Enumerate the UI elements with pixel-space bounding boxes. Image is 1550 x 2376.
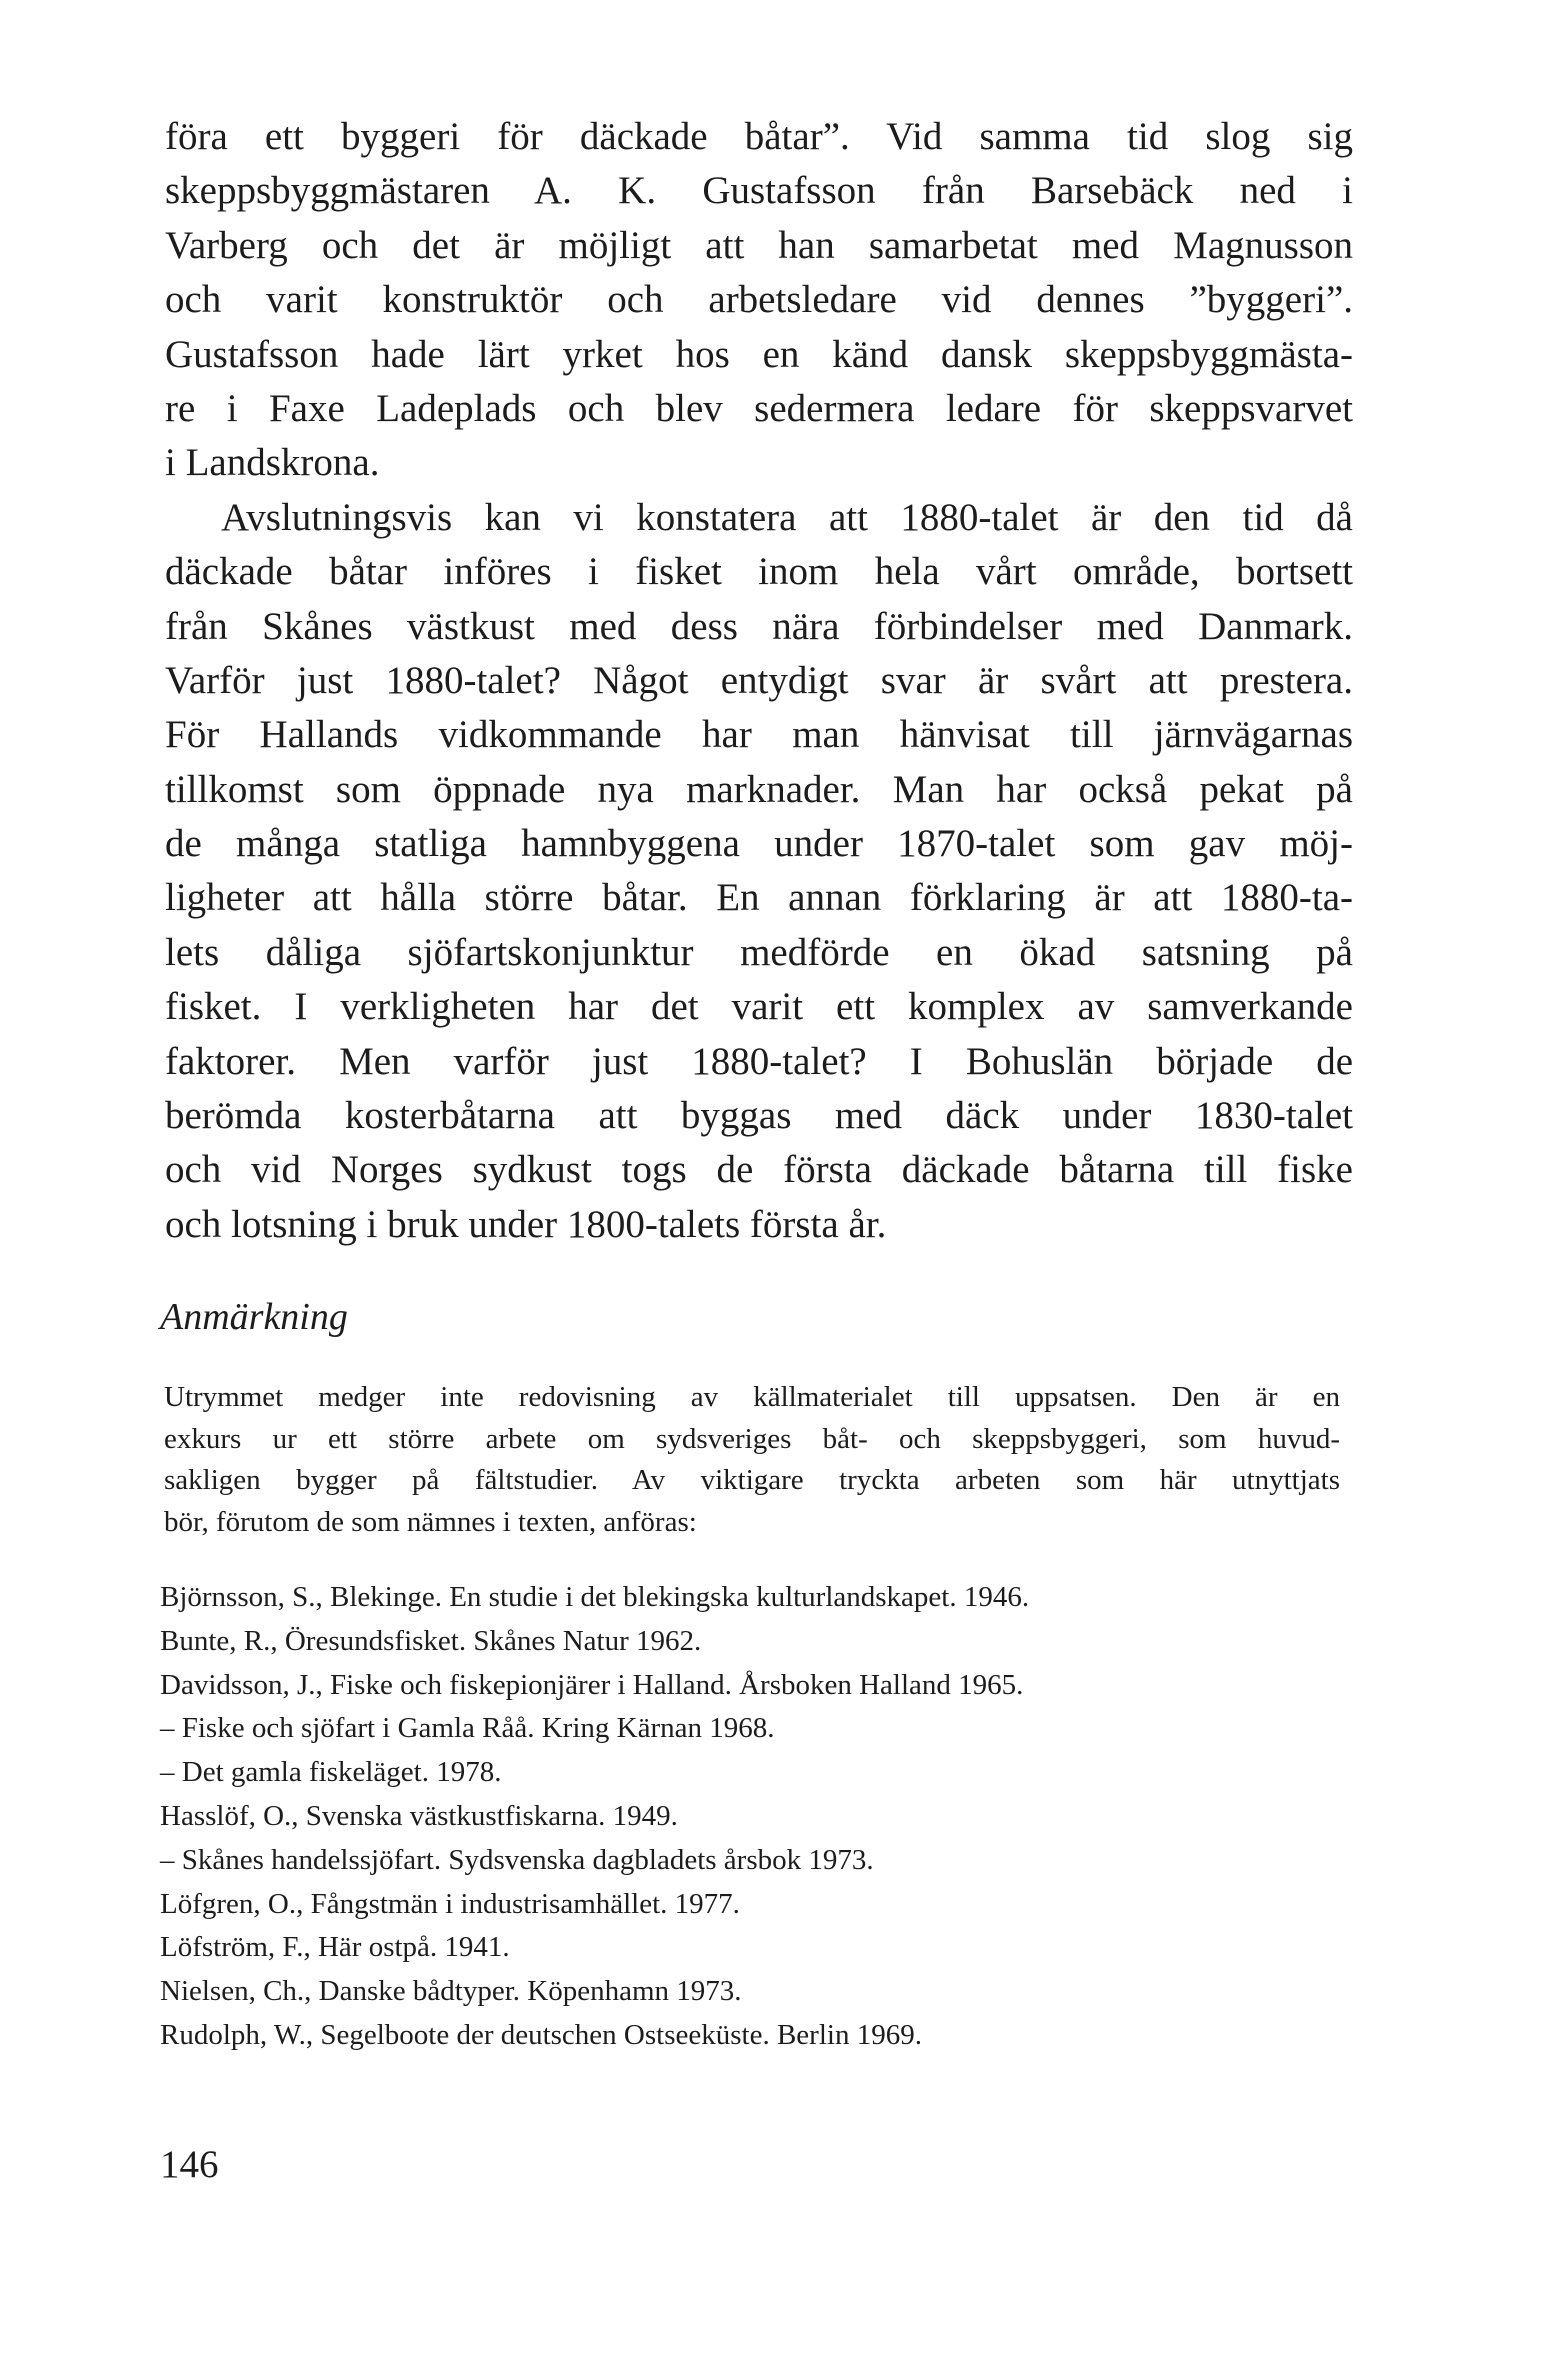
body-text	[165, 110, 1353, 1252]
body-line: däckade båtar införes i fisket inom hela vårt område, bortsett	[165, 550, 1353, 594]
body-line: ligheter att hålla större båtar. En annan förklaring är att 1880-ta-	[165, 876, 1353, 920]
reference-item: – Skånes handelssjöfart. Sydsvenska dagbladets årsbok 1973.	[160, 1843, 874, 1876]
body-line: fisket. I verkligheten har det varit ett komplex av samverkande	[165, 985, 1353, 1029]
note-line: bör, förutom de som nämnes i texten, anföras:	[164, 1505, 697, 1538]
reference-list	[160, 1576, 1360, 2058]
reference-item: – Fiske och sjöfart i Gamla Råå. Kring Kärnan 1968.	[160, 1712, 775, 1745]
body-line: föra ett byggeri för däckade båtar”. Vid samma tid slog sig	[165, 115, 1353, 158]
note-line: sakligen bygger på fältstudier. Av viktigare tryckta arbeten som här utnyttjats	[164, 1464, 1340, 1496]
body-line: re i Faxe Ladeplads och blev sedermera ledare för skeppsvarvet	[165, 386, 1353, 430]
body-line: För Hallands vidkommande har man hänvisat till järnvägarnas	[165, 713, 1353, 757]
reference-item: Rudolph, W., Segelboote der deutschen Ostseeküste. Berlin 1969.	[160, 2018, 922, 2051]
reference-item: – Det gamla fiskeläget. 1978.	[160, 1756, 502, 1789]
body-line: faktorer. Men varför just 1880-talet? I Bohuslän började de	[165, 1039, 1353, 1083]
note-paragraph	[164, 1377, 1340, 1543]
body-line: och vid Norges sydkust togs de första däckade båtarna till fiske	[165, 1148, 1353, 1192]
body-line: och lotsning i bruk under 1800-talets första år.	[165, 1202, 887, 1246]
body-line: från Skånes västkust med dess nära förbindelser med Danmark.	[165, 604, 1353, 648]
body-line: tillkomst som öppnade nya marknader. Man har också pekat på	[165, 767, 1353, 811]
body-line: de många statliga hamnbyggena under 1870-talet som gav möj-	[165, 822, 1353, 866]
body-line: Gustafsson hade lärt yrket hos en känd dansk skeppsbyggmästa-	[165, 332, 1353, 376]
note-line: Utrymmet medger inte redovisning av källmaterialet till uppsatsen. Den är en	[164, 1381, 1340, 1413]
body-line: Varför just 1880-talet? Något entydigt svar är svårt att prestera.	[165, 658, 1353, 702]
body-line: Avslutningsvis kan vi konstatera att 1880-talet är den tid då	[221, 495, 1353, 539]
reference-item: Bunte, R., Öresundsfisket. Skånes Natur 1962.	[160, 1624, 702, 1657]
reference-item: Löfgren, O., Fångstmän i industrisamhället. 1977.	[160, 1887, 740, 1920]
reference-item: Davidsson, J., Fiske och fiskepionjärer i Halland. Årsboken Halland 1965.	[160, 1668, 1024, 1701]
body-line: i Landskrona.	[165, 441, 380, 485]
body-line: Varberg och det är möjligt att han samarbetat med Magnusson	[165, 223, 1353, 267]
body-line: och varit konstruktör och arbetsledare vid dennes ”byggeri”.	[165, 278, 1353, 322]
section-heading: Anmärkning	[160, 1296, 348, 1338]
reference-item: Nielsen, Ch., Danske bådtyper. Köpenhamn 1973.	[160, 1975, 742, 2008]
body-line: lets dåliga sjöfartskonjunktur medförde en ökad satsning på	[165, 930, 1353, 974]
reference-item: Löfström, F., Här ostpå. 1941.	[160, 1931, 510, 1964]
reference-item: Hasslöf, O., Svenska västkustfiskarna. 1949.	[160, 1799, 678, 1832]
body-line: skeppsbyggmästaren A. K. Gustafsson från Barsebäck ned i	[165, 169, 1353, 213]
page-number: 146	[160, 2143, 219, 2186]
note-line: exkurs ur ett större arbete om sydsveriges båt- och skeppsbyggeri, som huvud-	[164, 1422, 1340, 1455]
body-line: berömda kosterbåtarna att byggas med däck under 1830-talet	[165, 1094, 1353, 1138]
reference-item: Björnsson, S., Blekinge. En studie i det blekingska kulturlandskapet. 1946.	[160, 1581, 1030, 1613]
